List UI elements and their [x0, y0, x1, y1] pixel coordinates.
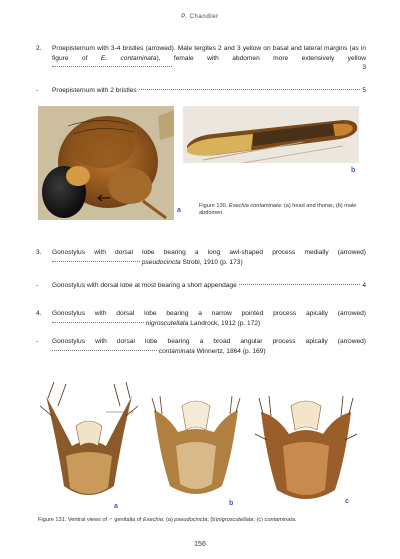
genitalia-a-illustration [36, 376, 142, 510]
figure-130b-photo [183, 106, 359, 163]
species-name[interactable]: nigroscutellata [145, 319, 189, 327]
figure-letter: a [177, 207, 181, 214]
leader-dots [139, 89, 361, 90]
species-name[interactable]: pseudocincta [141, 258, 181, 266]
couplet-text: Proepisternum with 2 bristles 5 [52, 87, 366, 94]
figure-131c-genitalia [253, 390, 359, 508]
genitalia-c-illustration [253, 390, 359, 508]
couplet-text: Gonostylus with dorsal lobe bearing a broad angular process apically (arrowed) contaminata Winnertz, 1864 (p. 169) [52, 338, 366, 355]
couplet-dash: - [36, 338, 39, 345]
abdomen-illustration [183, 106, 359, 163]
couplet-number: 4. [36, 310, 42, 317]
couplet-number: 3. [36, 249, 42, 256]
leader-dots [52, 261, 140, 262]
couplet-dash: - [36, 282, 39, 289]
figure-letter: a [114, 503, 118, 510]
figure-131a-genitalia [36, 376, 142, 510]
page-number: 156 [194, 541, 206, 548]
figure-130-caption: Figure 130. Exechia contaminata: (a) head and thorax, (b) male abdomen. [199, 203, 357, 217]
species-name[interactable]: contaminata [158, 347, 195, 355]
figure-letter: b [351, 167, 356, 174]
couplet-text: Proepisternum with 3-4 bristles (arrowed). Male tergites 2 and 3 yellow on basal and lateral margins (as in figure of E. contaminata), female with abdomen more extensively yellow 3 [52, 45, 366, 72]
figure-130a-photo [38, 106, 174, 220]
figure-131-caption: Figure 131. Ventral views of ♂ genitalia of Exechia: (a) pseudocincta; (b)nigroscutellata; (c) contaminata. [38, 517, 297, 523]
leader-dots [239, 284, 361, 285]
figure-131b-genitalia [148, 386, 244, 504]
head-thorax-illustration [38, 106, 174, 220]
couplet-text: Gonostylus with dorsal lobe bearing a long awl-shaped process medially (arrowed) pseudocincta Strobl, 1910 (p. 173) [52, 249, 366, 266]
leader-dots [52, 66, 172, 67]
couplet-goto[interactable]: 3 [362, 64, 366, 72]
running-header: P. Chandler [181, 14, 219, 20]
genitalia-b-illustration [148, 386, 244, 504]
couplet-goto[interactable]: 4 [362, 282, 366, 289]
couplet-goto[interactable]: 5 [362, 87, 366, 94]
leader-dots [52, 322, 144, 323]
couplet-number: 2. [36, 45, 42, 52]
figure-letter: b [229, 500, 234, 507]
couplet-text: Gonostylus with dorsal lobe bearing a narrow pointed process apically (arrowed) nigroscutellata Landrock, 1912 (p. 172) [52, 310, 366, 327]
leader-dots [52, 350, 157, 351]
couplet-dash: - [36, 87, 39, 94]
couplet-text: Gonostylus with dorsal lobe at most bearing a short appendage 4 [52, 282, 366, 289]
figure-letter: c [345, 498, 349, 505]
